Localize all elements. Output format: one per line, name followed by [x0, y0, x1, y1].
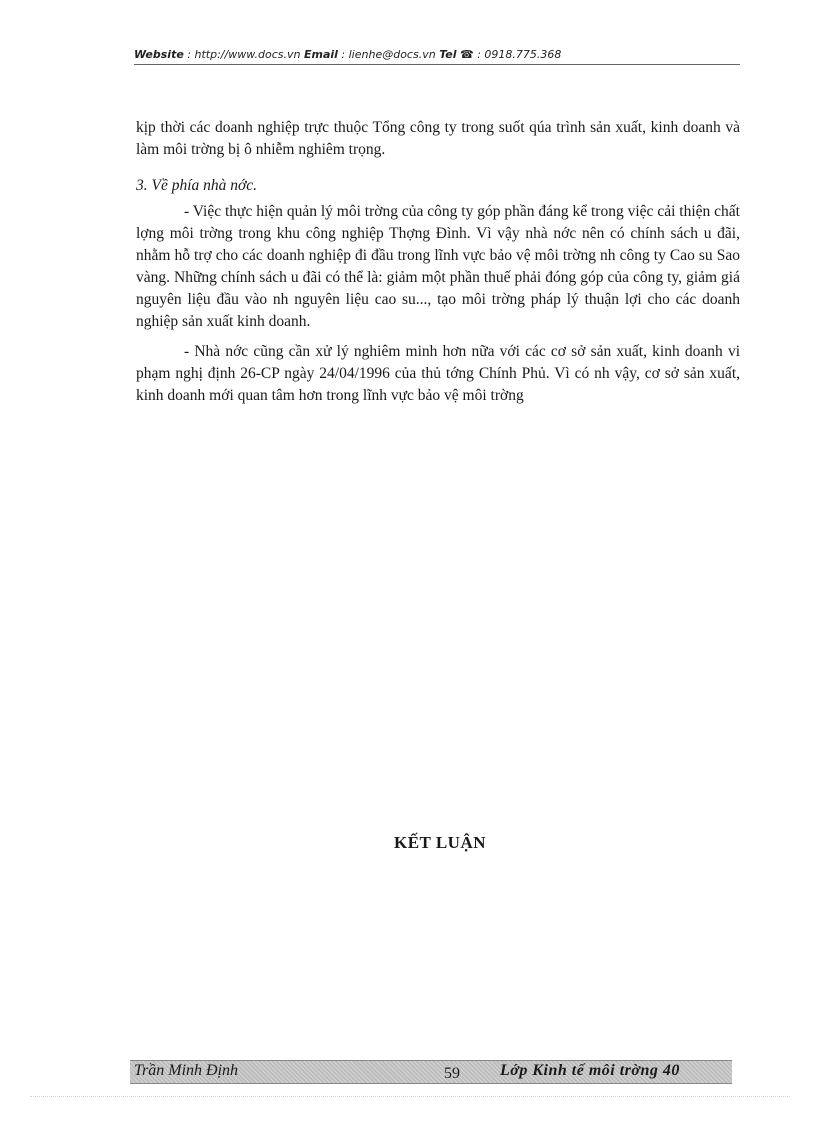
footer-author: Trần Minh Định	[134, 1062, 239, 1079]
bottom-dotted-line	[30, 1096, 790, 1097]
website-label: Website	[134, 48, 184, 61]
website-value: : http://www.docs.vn	[183, 48, 304, 61]
footer-page-number: 59	[444, 1065, 460, 1082]
tel-label: Tel	[439, 48, 457, 61]
email-value: : lienhe@docs.vn	[337, 48, 440, 61]
section-heading: 3. Về phía nhà nớc.	[136, 177, 258, 194]
body-text	[136, 117, 740, 407]
paragraph-policy: - Việc thực hiện quản lý môi trờng của công ty góp phần đáng kể trong việc cải thiện chất lợng môi trờng trong khu công nghiệp Thợng Đình. Vì vậy nhà nớc nên có chính sách u đãi, nhằm hỗ trợ cho các doanh nghiệp đi đầu trong lĩnh vực bảo vệ môi trờng nh công ty Cao su Sao vàng. Những chính sách u đãi có thể là: giảm một phần thuế phải đóng góp của công ty, giảm giá nguyên liệu đầu vào nh nguyên liệu cao su..., tạo môi trờng pháp lý thuận lợi cho các doanh nghiệp sản xuất kinh doanh.	[136, 203, 740, 330]
phone-icon: ☎	[456, 48, 474, 61]
tel-value: : 0918.775.368	[473, 48, 562, 61]
footer-class-name: Lớp Kinh tế môi trờng 40	[500, 1062, 680, 1079]
email-label: Email	[303, 48, 338, 61]
paragraph-enforcement: - Nhà nớc cũng cần xử lý nghiêm minh hơn nữa với các cơ sở sản xuất, kinh doanh vi phạm nghị định 26-CP ngày 24/04/1996 của thủ tớng Chính Phủ. Vì có nh vậy, cơ sở sản xuất, kinh doanh mới quan tâm hơn trong lĩnh vực bảo vệ môi trờng	[136, 343, 740, 404]
page-header	[134, 48, 740, 65]
paragraph-continuation: kịp thời các doanh nghiệp trực thuộc Tổng công ty trong suốt qúa trình sản xuất, kinh doanh và làm môi trờng bị ô nhiễm nghiêm trọng.	[136, 119, 740, 158]
conclusion-title: KẾT LUẬN	[393, 833, 486, 852]
page-footer	[130, 1060, 732, 1084]
